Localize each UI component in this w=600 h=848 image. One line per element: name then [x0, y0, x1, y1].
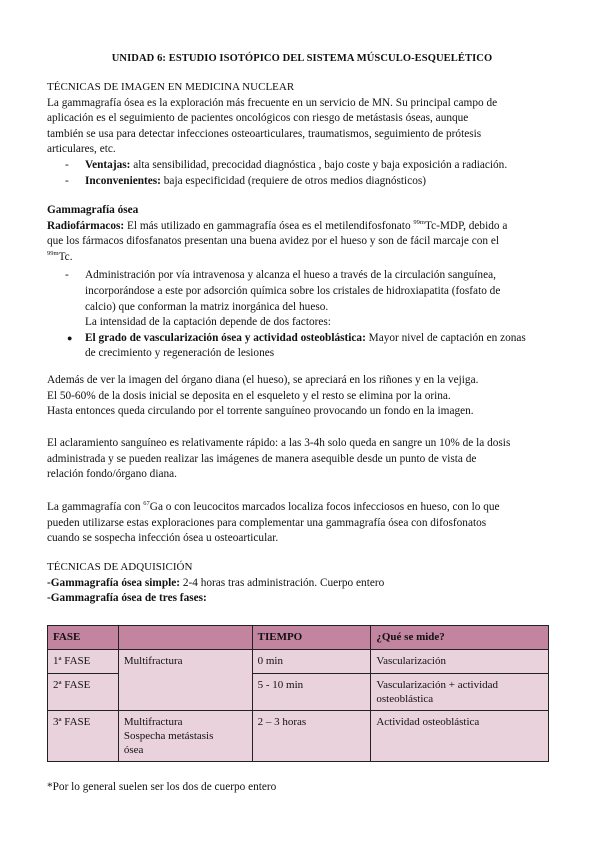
simple-scan-label: -Gammagrafía ósea simple: [47, 576, 181, 589]
section-heading: TÉCNICAS DE IMAGEN EN MEDICINA NUCLEAR [47, 81, 295, 93]
advantages-label: Ventajas: [85, 158, 131, 171]
disadvantages-text: baja especificidad (requiere de otros medios diagnósticos) [160, 174, 427, 187]
text-span: Mayor nivel de captación en zonas [365, 331, 526, 344]
table-cell: 2ª FASE [48, 674, 119, 711]
section-imaging-techniques [47, 80, 557, 189]
superscript: 99m [413, 218, 425, 226]
phases-table [47, 625, 549, 762]
paragraph-line: de crecimiento y regeneración de lesiones [85, 347, 275, 360]
text-span: 2-4 horas tras administración. Cuerpo entero [180, 576, 385, 589]
paragraph-line: que los fármacos difosfanatos presentan una buena avidez por el hueso y son de fácil marcaje con el [47, 235, 500, 248]
superscript: 67 [143, 500, 150, 507]
paragraph-gallium [47, 500, 557, 547]
paragraph-line [47, 591, 557, 607]
table-cell [371, 674, 549, 711]
table-cell: 5 - 10 min [252, 674, 371, 711]
dash-marker: - [65, 158, 69, 171]
text-span: Tc. [58, 250, 73, 263]
table-cell: 2 – 3 horas [252, 711, 371, 762]
paragraph-line: El aclaramiento sanguíneo es relativamente rápido: a las 3-4h solo queda en sangre un 10% de la dosis [47, 437, 511, 449]
table-row [48, 650, 549, 674]
table-header-cell: TIEMPO [252, 626, 371, 650]
paragraph-line [47, 500, 557, 516]
section-heading-text: Gammagrafía ósea [47, 204, 139, 216]
advantages-text: alta sensibilidad, precocidad diagnóstica , bajo coste y baja exposición a radiación. [130, 158, 508, 171]
paragraph-line [47, 576, 557, 592]
document-title: UNIDAD 6: ESTUDIO ISOTÓPICO DEL SISTEMA MÚSCULO-ESQUELÉTICO [111, 53, 493, 64]
paragraph-line: El 50-60% de la dosis inicial se deposita en el esqueleto y el resto se elimina por la orina. [47, 389, 451, 402]
disadvantages-label: Inconvenientes: [85, 174, 161, 187]
paragraph-line: La intensidad de la captación depende de dos factores: [85, 316, 331, 329]
text-span: La gammagrafía con [47, 501, 144, 513]
superscript: 99m [47, 249, 59, 257]
paragraph-line: La gammagrafía ósea es la exploración más frecuente en un servicio de MN. Su principal campo de [47, 96, 498, 109]
table-row [48, 711, 549, 762]
paragraph-line: incorporándose a este por adsorción química sobre los cristales de hidroxiapatita (fosfato de [85, 284, 501, 297]
paragraph-line: Hasta entonces queda circulando por el torrente sanguíneo provocando un fondo en la imagen. [47, 405, 474, 418]
table-cell: Actividad osteoblástica [371, 711, 549, 762]
bullet-label: El grado de vascularización ósea y actividad osteoblástica: [85, 331, 366, 344]
text-span: Tc-MDP, debido a [424, 219, 508, 232]
paragraph-line: cuando se sospecha infección ósea u osteoarticular. [47, 532, 279, 545]
table-header-row [48, 626, 549, 650]
paragraph-clearance [47, 436, 557, 483]
table-cell: 0 min [252, 650, 371, 674]
table-cell: 1ª FASE [48, 650, 119, 674]
section-heading [47, 203, 557, 219]
paragraph-line: administrada y se pueden realizar las imágenes de manera asequible desde un punto de vista de [47, 452, 477, 465]
paragraph-line: aplicación es el seguimiento de pacientes oncológicos con riesgo de metástasis óseas, aunque [47, 112, 469, 125]
footnote: *Por lo general suelen ser los dos de cuerpo entero [47, 781, 277, 793]
cell-line: Multifractura [123, 716, 183, 728]
text-span: Administración por vía intravenosa y alcanza el hueso a través de la circulación sanguínea, [85, 269, 496, 282]
paragraph-organ-distribution [47, 373, 557, 420]
table-cell: Multifractura [118, 650, 252, 711]
cell-line: ósea [123, 744, 144, 756]
section-bone-scintigraphy [47, 203, 557, 362]
paragraph-line: Además de ver la imagen del órgano diana (el hueso), se apreciará en los riñones y en la vejiga. [47, 374, 479, 386]
list-item-disadvantages [47, 174, 557, 190]
cell-line: Vascularización + actividad [376, 679, 499, 691]
radiopharmaceuticals-label: Radiofármacos: [47, 219, 125, 232]
three-phase-label: -Gammagrafía ósea de tres fases: [47, 592, 207, 605]
table-cell [118, 711, 252, 762]
cell-line: osteoblástica [376, 693, 434, 705]
bullet-marker: ● [67, 332, 73, 343]
paragraph-line [47, 250, 557, 266]
cell-line: Sospecha metástasis [123, 730, 214, 742]
list-item-administration [47, 268, 557, 284]
table-cell: Vascularización [371, 650, 549, 674]
paragraph-line: relación fondo/órgano diana. [47, 468, 177, 481]
text-span: Ga o con leucocitos marcados localiza focos infecciosos en hueso, con lo que [149, 501, 500, 513]
table-cell: 3ª FASE [48, 711, 119, 762]
paragraph-line: articulares, etc. [47, 143, 116, 156]
bullet-item-vascularization [47, 331, 557, 347]
table-header-cell [118, 626, 252, 650]
paragraph-line: calcio) que conforman la matriz inorgánica del hueso. [85, 300, 329, 313]
section-heading: TÉCNICAS DE ADQUISICIÓN [47, 561, 193, 573]
paragraph-line: pueden utilizarse estas exploraciones para complementar una gammagrafía ósea con difosfonatos [47, 516, 487, 529]
table-header-cell: ¿Qué se mide? [371, 626, 549, 650]
table-header-cell: FASE [48, 626, 119, 650]
section-acquisition [47, 560, 557, 607]
text-span: El más utilizado en gammagrafía ósea es el metilendifosfonato [124, 219, 414, 232]
dash-marker: - [65, 269, 69, 282]
dash-marker: - [65, 174, 69, 187]
paragraph-line [47, 219, 557, 235]
paragraph-line: también se usa para detectar infecciones osteoarticulares, traumatismos, seguimiento de prótesis [47, 127, 482, 140]
list-item-advantages [47, 158, 557, 174]
